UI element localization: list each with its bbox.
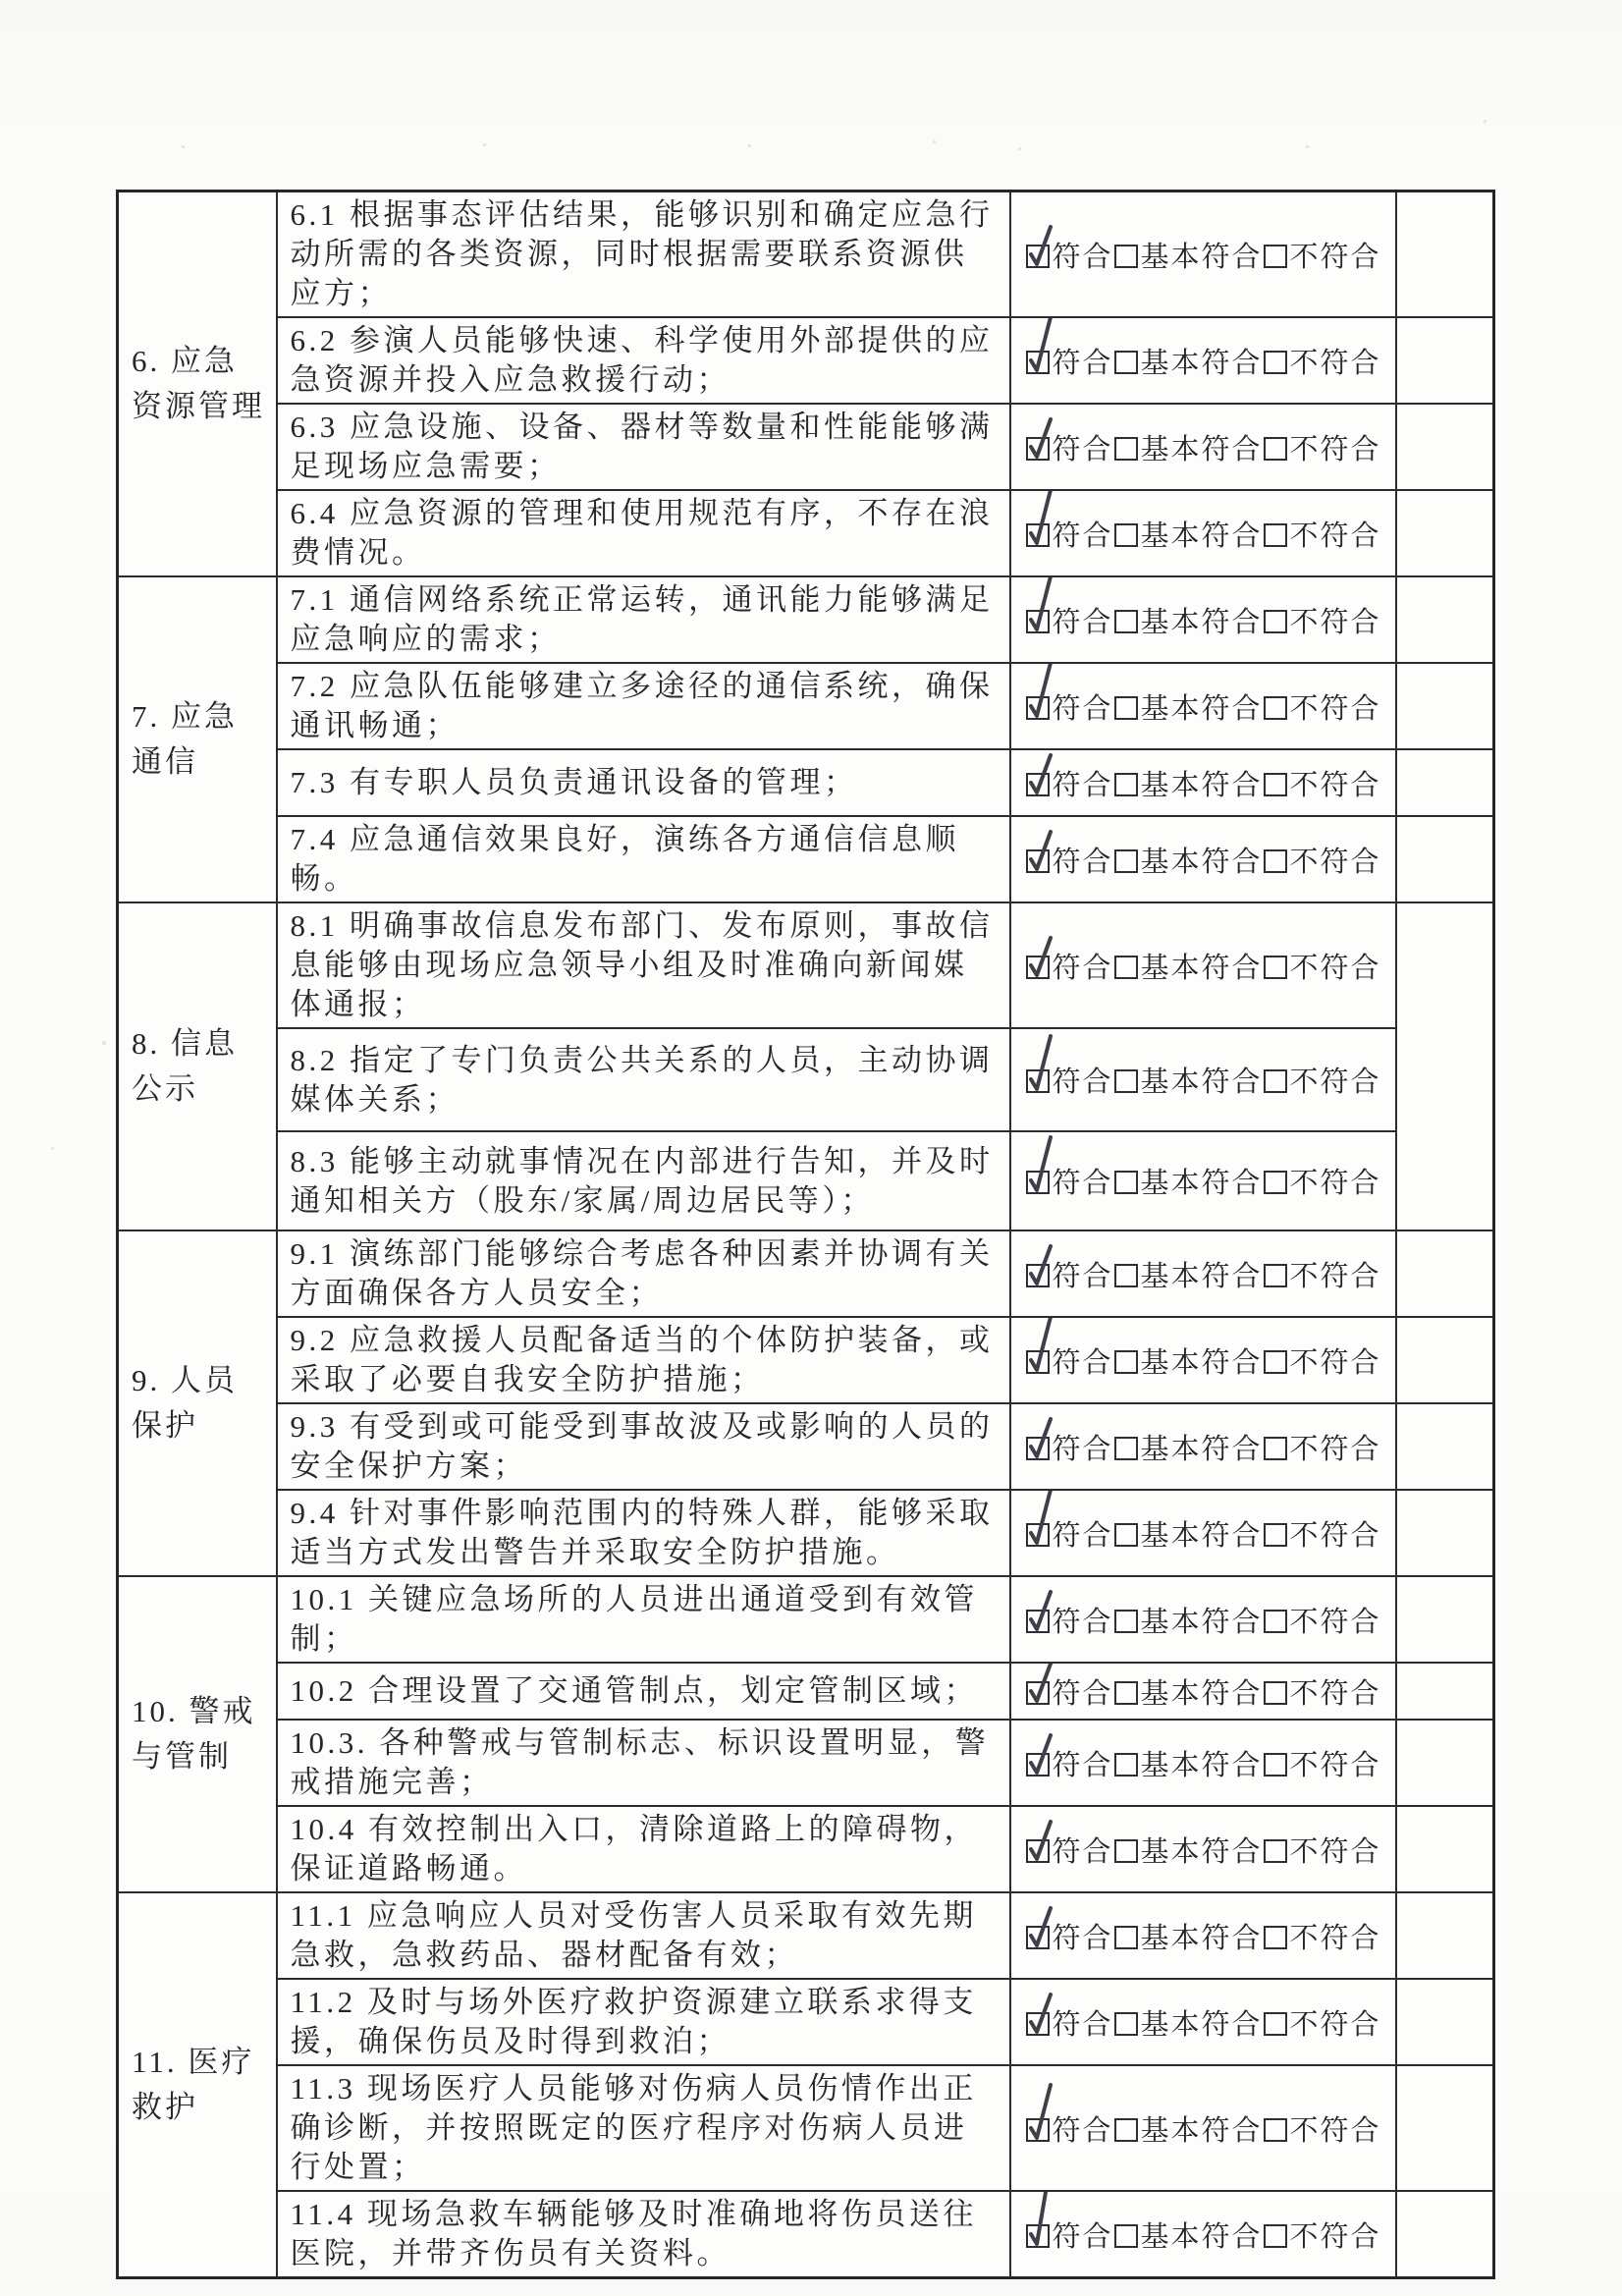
option-label: 不符合 [1289,1749,1381,1781]
checkbox-符合-checked [1026,523,1050,547]
option-label: 符合 [1052,1066,1113,1098]
table-row [118,576,1494,663]
scan-speck [933,140,936,143]
result-cell [1396,1720,1494,1806]
options-cell [1010,2065,1396,2191]
result-cell [1396,663,1494,749]
checkbox-基本符合 [1114,696,1138,720]
option-label: 符合 [1052,2220,1113,2253]
checkbox-不符合 [1264,437,1287,461]
criteria-cell: 9.1 演练部门能够综合考虑各种因素并协调有关方面确保各方人员安全； [277,1230,1010,1317]
table-row [118,1892,1494,1979]
table-row [118,1131,1494,1230]
options-cell [1010,663,1396,749]
table-row [118,317,1494,404]
option-label: 基本符合 [1140,692,1263,725]
option-label: 不符合 [1289,519,1381,552]
option-label: 符合 [1052,769,1113,801]
checkbox-不符合 [1264,956,1287,979]
option-label: 符合 [1052,606,1113,638]
options-cell [1010,816,1396,902]
option-label: 不符合 [1289,1346,1381,1379]
option-label: 基本符合 [1140,606,1263,638]
option-label: 基本符合 [1140,769,1263,801]
criteria-cell: 10.3. 各种警戒与管制标志、标识设置明显，警戒措施完善； [277,1720,1010,1806]
checkbox-不符合 [1264,2012,1287,2036]
category-cell: 8. 信息公示 [118,902,277,1230]
options-cell [1010,1230,1396,1317]
checkbox-基本符合 [1114,1523,1138,1547]
checkbox-符合-checked [1026,1926,1050,1949]
table-row [118,902,1494,1028]
option-label: 不符合 [1289,2008,1381,2041]
checkbox-符合-checked [1026,1753,1050,1777]
checkbox-不符合 [1264,1350,1287,1374]
table-row [118,1403,1494,1490]
checkbox-符合-checked [1026,849,1050,873]
checkbox-基本符合 [1114,1437,1138,1460]
option-label: 基本符合 [1140,1433,1263,1465]
table-row [118,1028,1494,1131]
checkbox-符合-checked [1026,351,1050,374]
options-cell [1010,576,1396,663]
option-label: 不符合 [1289,1677,1381,1710]
table-row [118,404,1494,490]
criteria-cell: 6.3 应急设施、设备、器材等数量和性能能够满足现场应急需要； [277,404,1010,490]
checkbox-基本符合 [1114,1926,1138,1949]
checkbox-基本符合 [1114,1264,1138,1287]
table-row [118,191,1494,318]
table-row [118,749,1494,816]
table-row [118,1576,1494,1663]
checkbox-基本符合 [1114,1171,1138,1194]
checkbox-不符合 [1264,696,1287,720]
option-label: 基本符合 [1140,1346,1263,1379]
table-row [118,490,1494,576]
option-label: 不符合 [1289,1606,1381,1638]
criteria-cell: 6.4 应急资源的管理和使用规范有序，不存在浪费情况。 [277,490,1010,576]
criteria-cell: 7.4 应急通信效果良好，演练各方通信信息顺畅。 [277,816,1010,902]
option-label: 符合 [1052,347,1113,379]
option-label: 符合 [1052,433,1113,465]
result-cell [1396,1892,1494,1979]
scan-speck [1484,120,1487,123]
checkbox-不符合 [1264,523,1287,547]
category-cell: 9. 人员保护 [118,1230,277,1576]
checkbox-不符合 [1264,1681,1287,1705]
option-label: 符合 [1052,1835,1113,1868]
checkbox-符合-checked [1026,1171,1050,1194]
table-row [118,663,1494,749]
table-row [118,1230,1494,1317]
result-cell [1396,816,1494,902]
options-cell [1010,1979,1396,2065]
option-label: 基本符合 [1140,1749,1263,1781]
scan-speck [483,143,486,146]
result-cell [1396,1806,1494,1892]
options-cell [1010,1403,1396,1490]
checkbox-不符合 [1264,849,1287,873]
scan-speck [182,145,185,148]
option-label: 基本符合 [1140,1835,1263,1868]
result-cell [1396,191,1494,318]
checkbox-基本符合 [1114,1069,1138,1093]
checkbox-不符合 [1264,1753,1287,1777]
table-row [118,1806,1494,1892]
checkbox-符合-checked [1026,1437,1050,1460]
checkbox-基本符合 [1114,610,1138,633]
category-cell: 11. 医疗救护 [118,1892,277,2278]
options-cell [1010,1131,1396,1230]
checkbox-基本符合 [1114,523,1138,547]
option-label: 基本符合 [1140,433,1263,465]
criteria-cell: 9.3 有受到或可能受到事故波及或影响的人员的安全保护方案； [277,1403,1010,1490]
options-cell [1010,1806,1396,1892]
result-cell [1396,490,1494,576]
checkbox-基本符合 [1114,1753,1138,1777]
checkbox-基本符合 [1114,956,1138,979]
option-label: 不符合 [1289,846,1381,878]
criteria-cell: 7.1 通信网络系统正常运转，通讯能力能够满足应急响应的需求； [277,576,1010,663]
options-cell [1010,1576,1396,1663]
checkbox-符合-checked [1026,2012,1050,2036]
criteria-cell: 9.4 针对事件影响范围内的特殊人群，能够采取适当方式发出警告并采取安全防护措施。 [277,1490,1010,1576]
category-cell: 7. 应急通信 [118,576,277,902]
result-cell [1396,1403,1494,1490]
criteria-cell: 7.3 有专职人员负责通讯设备的管理； [277,749,1010,816]
option-label: 基本符合 [1140,2220,1263,2253]
result-cell [1396,1979,1494,2065]
option-label: 符合 [1052,1519,1113,1552]
checkbox-符合-checked [1026,1264,1050,1287]
checkbox-基本符合 [1114,351,1138,374]
options-cell [1010,749,1396,816]
checkbox-符合-checked [1026,1069,1050,1093]
checkbox-符合-checked [1026,437,1050,461]
options-cell [1010,490,1396,576]
checkbox-符合-checked [1026,610,1050,633]
option-label: 符合 [1052,846,1113,878]
checkbox-不符合 [1264,1437,1287,1460]
checkbox-符合-checked [1026,2224,1050,2248]
checkbox-符合-checked [1026,2118,1050,2142]
option-label: 不符合 [1289,1519,1381,1552]
criteria-cell: 11.1 应急响应人员对受伤害人员采取有效先期急救，急救药品、器材配备有效； [277,1892,1010,1979]
options-cell [1010,902,1396,1028]
checkbox-符合-checked [1026,956,1050,979]
option-label: 基本符合 [1140,519,1263,552]
options-cell [1010,404,1396,490]
table-row [118,2191,1494,2278]
option-label: 符合 [1052,1168,1113,1199]
criteria-cell: 11.4 现场急救车辆能够及时准确地将伤员送往医院，并带齐伤员有关资料。 [277,2191,1010,2278]
criteria-cell: 11.2 及时与场外医疗救护资源建立联系求得支援，确保伤员及时得到救泊； [277,1979,1010,2065]
category-cell: 6. 应急资源管理 [118,191,277,577]
options-cell [1010,1028,1396,1131]
options-cell [1010,1663,1396,1720]
option-label: 不符合 [1289,1922,1381,1954]
checkbox-基本符合 [1114,849,1138,873]
checkbox-不符合 [1264,1264,1287,1287]
table-row [118,1317,1494,1403]
options-cell [1010,1317,1396,1403]
checkbox-不符合 [1264,351,1287,374]
option-label: 不符合 [1289,2220,1381,2253]
category-cell: 10. 警戒与管制 [118,1576,277,1892]
result-cell [1396,1663,1494,1720]
checkbox-符合-checked [1026,1681,1050,1705]
result-cell [1396,404,1494,490]
checkbox-基本符合 [1114,1350,1138,1374]
option-label: 基本符合 [1140,1922,1263,1954]
checkbox-符合-checked [1026,245,1050,268]
option-label: 不符合 [1289,2114,1381,2147]
checkbox-不符合 [1264,1523,1287,1547]
table-row [118,1490,1494,1576]
options-cell [1010,1490,1396,1576]
scan-speck [102,1041,106,1045]
option-label: 符合 [1052,692,1113,725]
table-row [118,1720,1494,1806]
option-label: 不符合 [1289,1835,1381,1868]
checkbox-不符合 [1264,1069,1287,1093]
option-label: 符合 [1052,1606,1113,1638]
option-label: 不符合 [1289,952,1381,984]
criteria-cell: 10.2 合理设置了交通管制点，划定管制区域； [277,1663,1010,1720]
option-label: 符合 [1052,241,1113,273]
option-label: 符合 [1052,1260,1113,1292]
checkbox-不符合 [1264,245,1287,268]
checkbox-符合-checked [1026,773,1050,796]
result-cell [1396,749,1494,816]
checkbox-符合-checked [1026,1523,1050,1547]
option-label: 符合 [1052,952,1113,984]
checkbox-符合-checked [1026,1610,1050,1633]
checkbox-基本符合 [1114,2224,1138,2248]
checkbox-不符合 [1264,773,1287,796]
checkbox-符合-checked [1026,1350,1050,1374]
scan-speck [748,144,751,147]
result-cell [1396,1576,1494,1663]
option-label: 基本符合 [1140,1606,1263,1638]
option-label: 不符合 [1289,1260,1381,1292]
option-label: 不符合 [1289,606,1381,638]
option-label: 符合 [1052,1346,1113,1379]
option-label: 符合 [1052,2114,1113,2147]
options-cell [1010,1892,1396,1979]
checkbox-不符合 [1264,1610,1287,1633]
result-cell [1396,1317,1494,1403]
option-label: 不符合 [1289,347,1381,379]
scan-speck [1018,147,1021,150]
checkbox-基本符合 [1114,1610,1138,1633]
option-label: 符合 [1052,519,1113,552]
option-label: 符合 [1052,1433,1113,1465]
result-cell [1396,1490,1494,1576]
table-row [118,816,1494,902]
criteria-cell: 8.3 能够主动就事情况在内部进行告知，并及时通知相关方（股东/家属/周边居民等）； [277,1131,1010,1230]
option-label: 基本符合 [1140,241,1263,273]
option-label: 不符合 [1289,241,1381,273]
option-label: 符合 [1052,2008,1113,2041]
option-label: 基本符合 [1140,2008,1263,2041]
result-cell [1396,317,1494,404]
options-cell [1010,191,1396,318]
option-label: 不符合 [1289,1066,1381,1098]
options-cell [1010,317,1396,404]
scan-speck [51,1147,54,1150]
table-row [118,1663,1494,1720]
checkbox-基本符合 [1114,245,1138,268]
option-label: 符合 [1052,1677,1113,1710]
result-cell [1396,902,1494,1230]
checkbox-基本符合 [1114,2118,1138,2142]
option-label: 符合 [1052,1922,1113,1954]
option-label: 基本符合 [1140,846,1263,878]
checkbox-不符合 [1264,1171,1287,1194]
criteria-cell: 8.2 指定了专门负责公共关系的人员，主动协调媒体关系； [277,1028,1010,1131]
result-cell [1396,576,1494,663]
result-cell [1396,2191,1494,2278]
checkbox-不符合 [1264,2224,1287,2248]
option-label: 基本符合 [1140,1260,1263,1292]
table-row [118,2065,1494,2191]
option-label: 基本符合 [1140,1066,1263,1098]
criteria-cell: 9.2 应急救援人员配备适当的个体防护装备，或采取了必要自我安全防护措施； [277,1317,1010,1403]
table-row [118,1979,1494,2065]
option-label: 基本符合 [1140,1677,1263,1710]
checkbox-基本符合 [1114,773,1138,796]
checkbox-基本符合 [1114,437,1138,461]
option-label: 不符合 [1289,1168,1381,1199]
criteria-cell: 7.2 应急队伍能够建立多途径的通信系统，确保通讯畅通； [277,663,1010,749]
criteria-cell: 6.2 参演人员能够快速、科学使用外部提供的应急资源并投入应急救援行动； [277,317,1010,404]
checkbox-不符合 [1264,1926,1287,1949]
checkbox-符合-checked [1026,1839,1050,1863]
criteria-cell: 10.4 有效控制出入口，清除道路上的障碍物，保证道路畅通。 [277,1806,1010,1892]
option-label: 不符合 [1289,433,1381,465]
criteria-cell: 8.1 明确事故信息发布部门、发布原则，事故信息能够由现场应急领导小组及时准确向新闻媒体通报； [277,902,1010,1028]
option-label: 不符合 [1289,692,1381,725]
option-label: 基本符合 [1140,347,1263,379]
option-label: 不符合 [1289,1433,1381,1465]
checkbox-不符合 [1264,1839,1287,1863]
checkbox-基本符合 [1114,1839,1138,1863]
scan-speck [1306,145,1309,148]
options-cell [1010,2191,1396,2278]
criteria-cell: 10.1 关键应急场所的人员进出通道受到有效管制； [277,1576,1010,1663]
option-label: 基本符合 [1140,952,1263,984]
option-label: 基本符合 [1140,1519,1263,1552]
checkbox-基本符合 [1114,1681,1138,1705]
option-label: 不符合 [1289,769,1381,801]
checkbox-基本符合 [1114,2012,1138,2036]
checkbox-不符合 [1264,2118,1287,2142]
checkbox-符合-checked [1026,696,1050,720]
result-cell [1396,2065,1494,2191]
checkbox-不符合 [1264,610,1287,633]
evaluation-table [116,190,1495,2279]
option-label: 基本符合 [1140,2114,1263,2147]
result-cell [1396,1230,1494,1317]
criteria-cell: 11.3 现场医疗人员能够对伤病人员伤情作出正确诊断，并按照既定的医疗程序对伤病人员进行处置； [277,2065,1010,2191]
option-label: 符合 [1052,1749,1113,1781]
options-cell [1010,1720,1396,1806]
option-label: 基本符合 [1140,1168,1263,1199]
criteria-cell: 6.1 根据事态评估结果，能够识别和确定应急行动所需的各类资源，同时根据需要联系资源供应方； [277,191,1010,318]
